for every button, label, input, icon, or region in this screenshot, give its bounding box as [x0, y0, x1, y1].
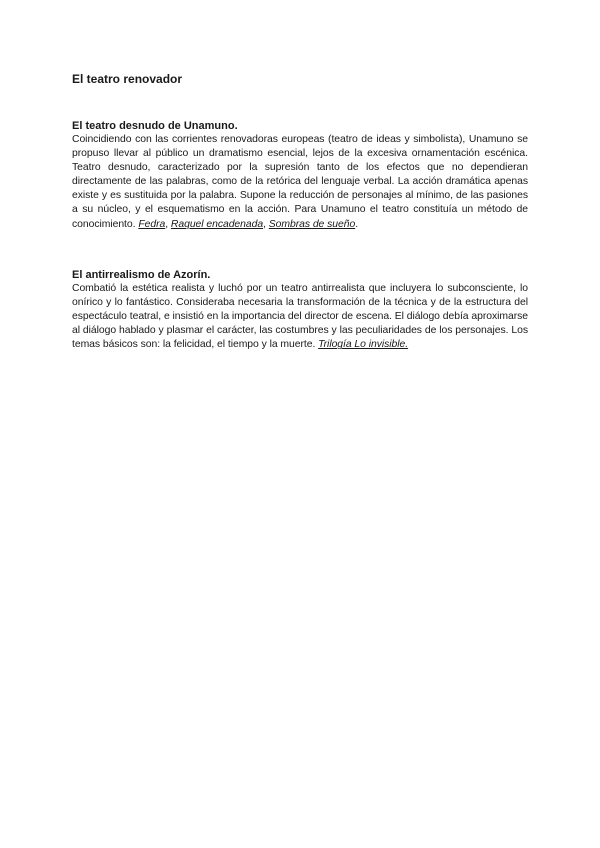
section-unamuno	[72, 119, 528, 232]
section-azorin	[72, 268, 528, 352]
work-link-raquel-encadenada[interactable]: Raquel encadenada	[170, 218, 264, 230]
work-link-fedra[interactable]: Fedra	[138, 218, 166, 230]
work-link-sombras-de-sueno[interactable]: Sombras de sueño	[268, 218, 356, 230]
work-link-trilogia-lo-invisible[interactable]: Trilogía Lo invisible.	[318, 339, 409, 351]
body-text: Coincidiendo con las corrientes renovadoras europeas (teatro de ideas y simbolista), Unamuno se propuso llevar al público un dramatismo esencial, lejos de la excesiva ornamentación escénica. Teatro desnudo, caracterizado por la supresión tanto de los efectos que no dependieran directamente de las palabras, como de la retórica del lenguaje verbal. La acción dramática apenas existe y es sustituida por la palabra. Supone la reducción de personajes al mínimo, de las pasiones a su núcleo, y el esquematismo en la acción. Para Unamuno el teatro constituía un método de conocimiento.	[72, 134, 528, 230]
section-heading: El antirrealismo de Azorín.	[72, 269, 211, 281]
separator: ,	[165, 218, 171, 230]
section-body	[72, 282, 528, 352]
sentence-end: .	[355, 218, 359, 230]
body-text: Combatió la estética realista y luchó por un teatro antirrealista que incluyera lo subconsciente, lo onírico y lo fantástico. Consideraba necesaria la transformación de la técnica y de la estructura del espectáculo teatral, e insistió en la importancia del director de escena. El diálogo debía aproximarse al diálogo hablado y plasmar el carácter, las costumbres y las peculiaridades de los personajes. Los temas básicos son: la felicidad, el tiempo y la muerte.	[72, 283, 528, 351]
section-body	[72, 133, 528, 232]
separator: ,	[263, 218, 269, 230]
document-title: El teatro renovador	[72, 72, 183, 86]
section-heading: El teatro desnudo de Unamuno.	[72, 120, 238, 132]
